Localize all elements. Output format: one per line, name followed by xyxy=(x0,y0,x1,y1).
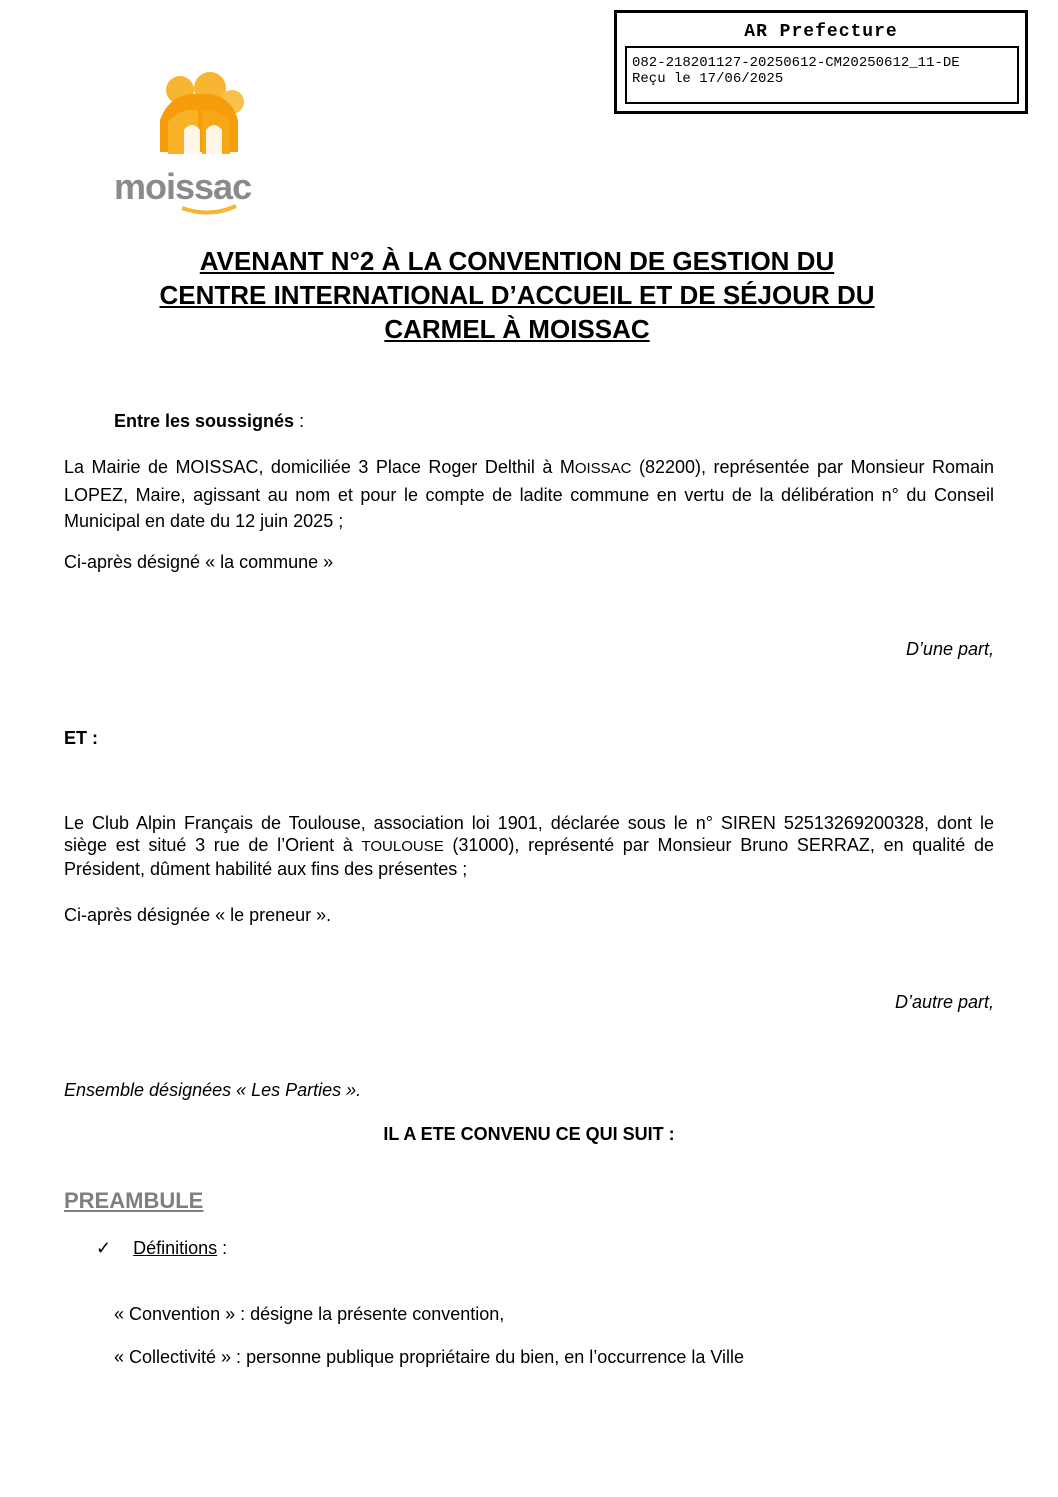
definition-convention: « Convention » : désigne la présente convention, xyxy=(114,1304,505,1324)
definition-collectivite: « Collectivité » : personne publique propriétaire du bien, en l’occurrence la Ville xyxy=(114,1347,745,1367)
ensemble-statement: Ensemble désignées « Les Parties ». xyxy=(64,1080,362,1100)
checkmark-icon: ✓ xyxy=(96,1238,112,1258)
commune-part: D’une part, xyxy=(905,639,994,659)
document-title xyxy=(100,244,934,346)
definitions-item: ✓ Définitions : xyxy=(96,1238,228,1258)
definitions-label: Définitions xyxy=(133,1238,218,1258)
moissac-logo xyxy=(110,72,285,217)
preneur-designation: Ci-après désignée « le preneur ». xyxy=(64,905,332,925)
title-line-2: CENTRE INTERNATIONAL D’ACCUEIL ET DE SÉJOUR DU xyxy=(159,280,875,310)
convenu-heading: IL A ETE CONVENU CE QUI SUIT : xyxy=(383,1124,675,1144)
parties-intro: Entre les soussignés : xyxy=(114,411,305,431)
commune-paragraph: La Mairie de MOISSAC, domiciliée 3 Place Roger Delthil à MOISSAC (82200), représentée par Monsieur Romain LOPEZ, Maire, agissant au nom et pour le compte de ladite commune en vertu de la délibération n° du Conseil Municipal en date du 12 juin 2025 ; xyxy=(64,457,994,531)
commune-designation: Ci-après désigné « la commune » xyxy=(64,552,334,572)
logo-wordmark: moissac xyxy=(114,166,252,207)
title-line-3: CARMEL À MOISSAC xyxy=(384,314,650,344)
et-separator: ET : xyxy=(64,728,98,748)
preneur-paragraph: Le Club Alpin Français de Toulouse, association loi 1901, déclarée sous le n° SIREN 52513269200328, dont le siège est situé 3 rue de l’Orient à TOULOUSE (31000), représenté par Monsieur Bruno SERRAZ, en qualité de Président, dûment habilité aux fins des présentes ; xyxy=(64,813,994,879)
title-line-1: AVENANT N°2 À LA CONVENTION DE GESTION DU xyxy=(199,246,835,276)
stamp-received-date: Reçu le 17/06/2025 xyxy=(632,71,784,87)
preambule-heading: PREAMBULE xyxy=(64,1188,204,1213)
stamp-reference-box xyxy=(625,46,1019,104)
parties-intro-label: Entre les soussignés xyxy=(114,411,295,431)
stamp-title: AR Prefecture xyxy=(744,22,898,42)
stamp-reference: 082-218201127-20250612-CM20250612_11-DE xyxy=(632,55,960,71)
preneur-part: D’autre part, xyxy=(894,992,994,1012)
prefecture-stamp xyxy=(614,10,1028,114)
